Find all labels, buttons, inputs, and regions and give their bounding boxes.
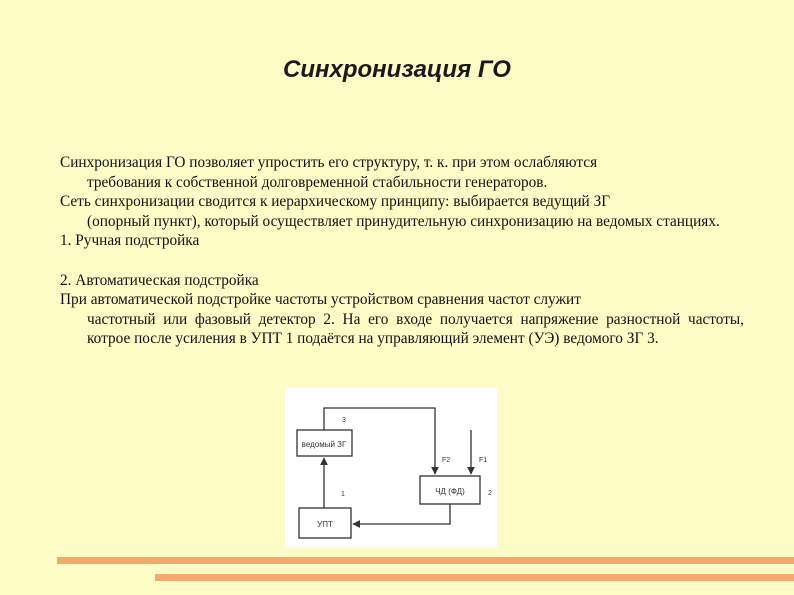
connection-detector-to-amplifier [353,504,450,524]
block-amplifier-label: УПТ [317,520,333,529]
label-f1: F1 [479,457,488,464]
slide-title: Синхронизация ГО [283,56,511,83]
body-text [60,153,744,349]
paragraph-first-line: Синхронизация ГО позволяет упростить его структуру, т. к. при этом ослабляются [60,154,598,171]
label-3: 3 [342,417,346,424]
label-2: 2 [488,490,492,497]
paragraph-continuation: требования к собственной долговременной стабильности генераторов. [87,173,548,191]
paragraph-sync-benefit [60,153,744,192]
block-diagram [285,388,497,548]
accent-bar-top [57,557,794,564]
paragraph-first-line: Сеть синхронизации сводится к иерархическому принципу: выбирается ведущий ЗГ [60,193,611,211]
paragraph-continuation: частотный или фазовый детектор 2. На его входе получается напряжение разностной частоты, котрое после усиления в УПТ 1 подаётся на управляющий элемент (УЭ) ведомого ЗГ 3. [87,310,744,348]
label-1: 1 [341,491,345,498]
list-item-automatic: 2. Автоматическая подстройка [60,271,259,289]
paragraph-first-line: При автоматической подстройке частоты устройством сравнения частот служит [60,291,581,309]
paragraph-auto-tuning [60,290,744,349]
block-detector-label: ЧД (ФД) [435,487,465,496]
accent-bar-bottom [155,574,794,581]
paragraph-continuation: (опорный пункт), который осуществляет принудительную синхронизацию на ведомых станциях. [87,212,720,230]
block-diagram-svg [285,388,497,548]
block-slave-label: ведомый ЗГ [301,440,347,449]
label-f2: F2 [442,457,451,464]
list-item-manual: 1. Ручная подстройка [60,232,200,250]
paragraph-sync-network [60,192,744,231]
